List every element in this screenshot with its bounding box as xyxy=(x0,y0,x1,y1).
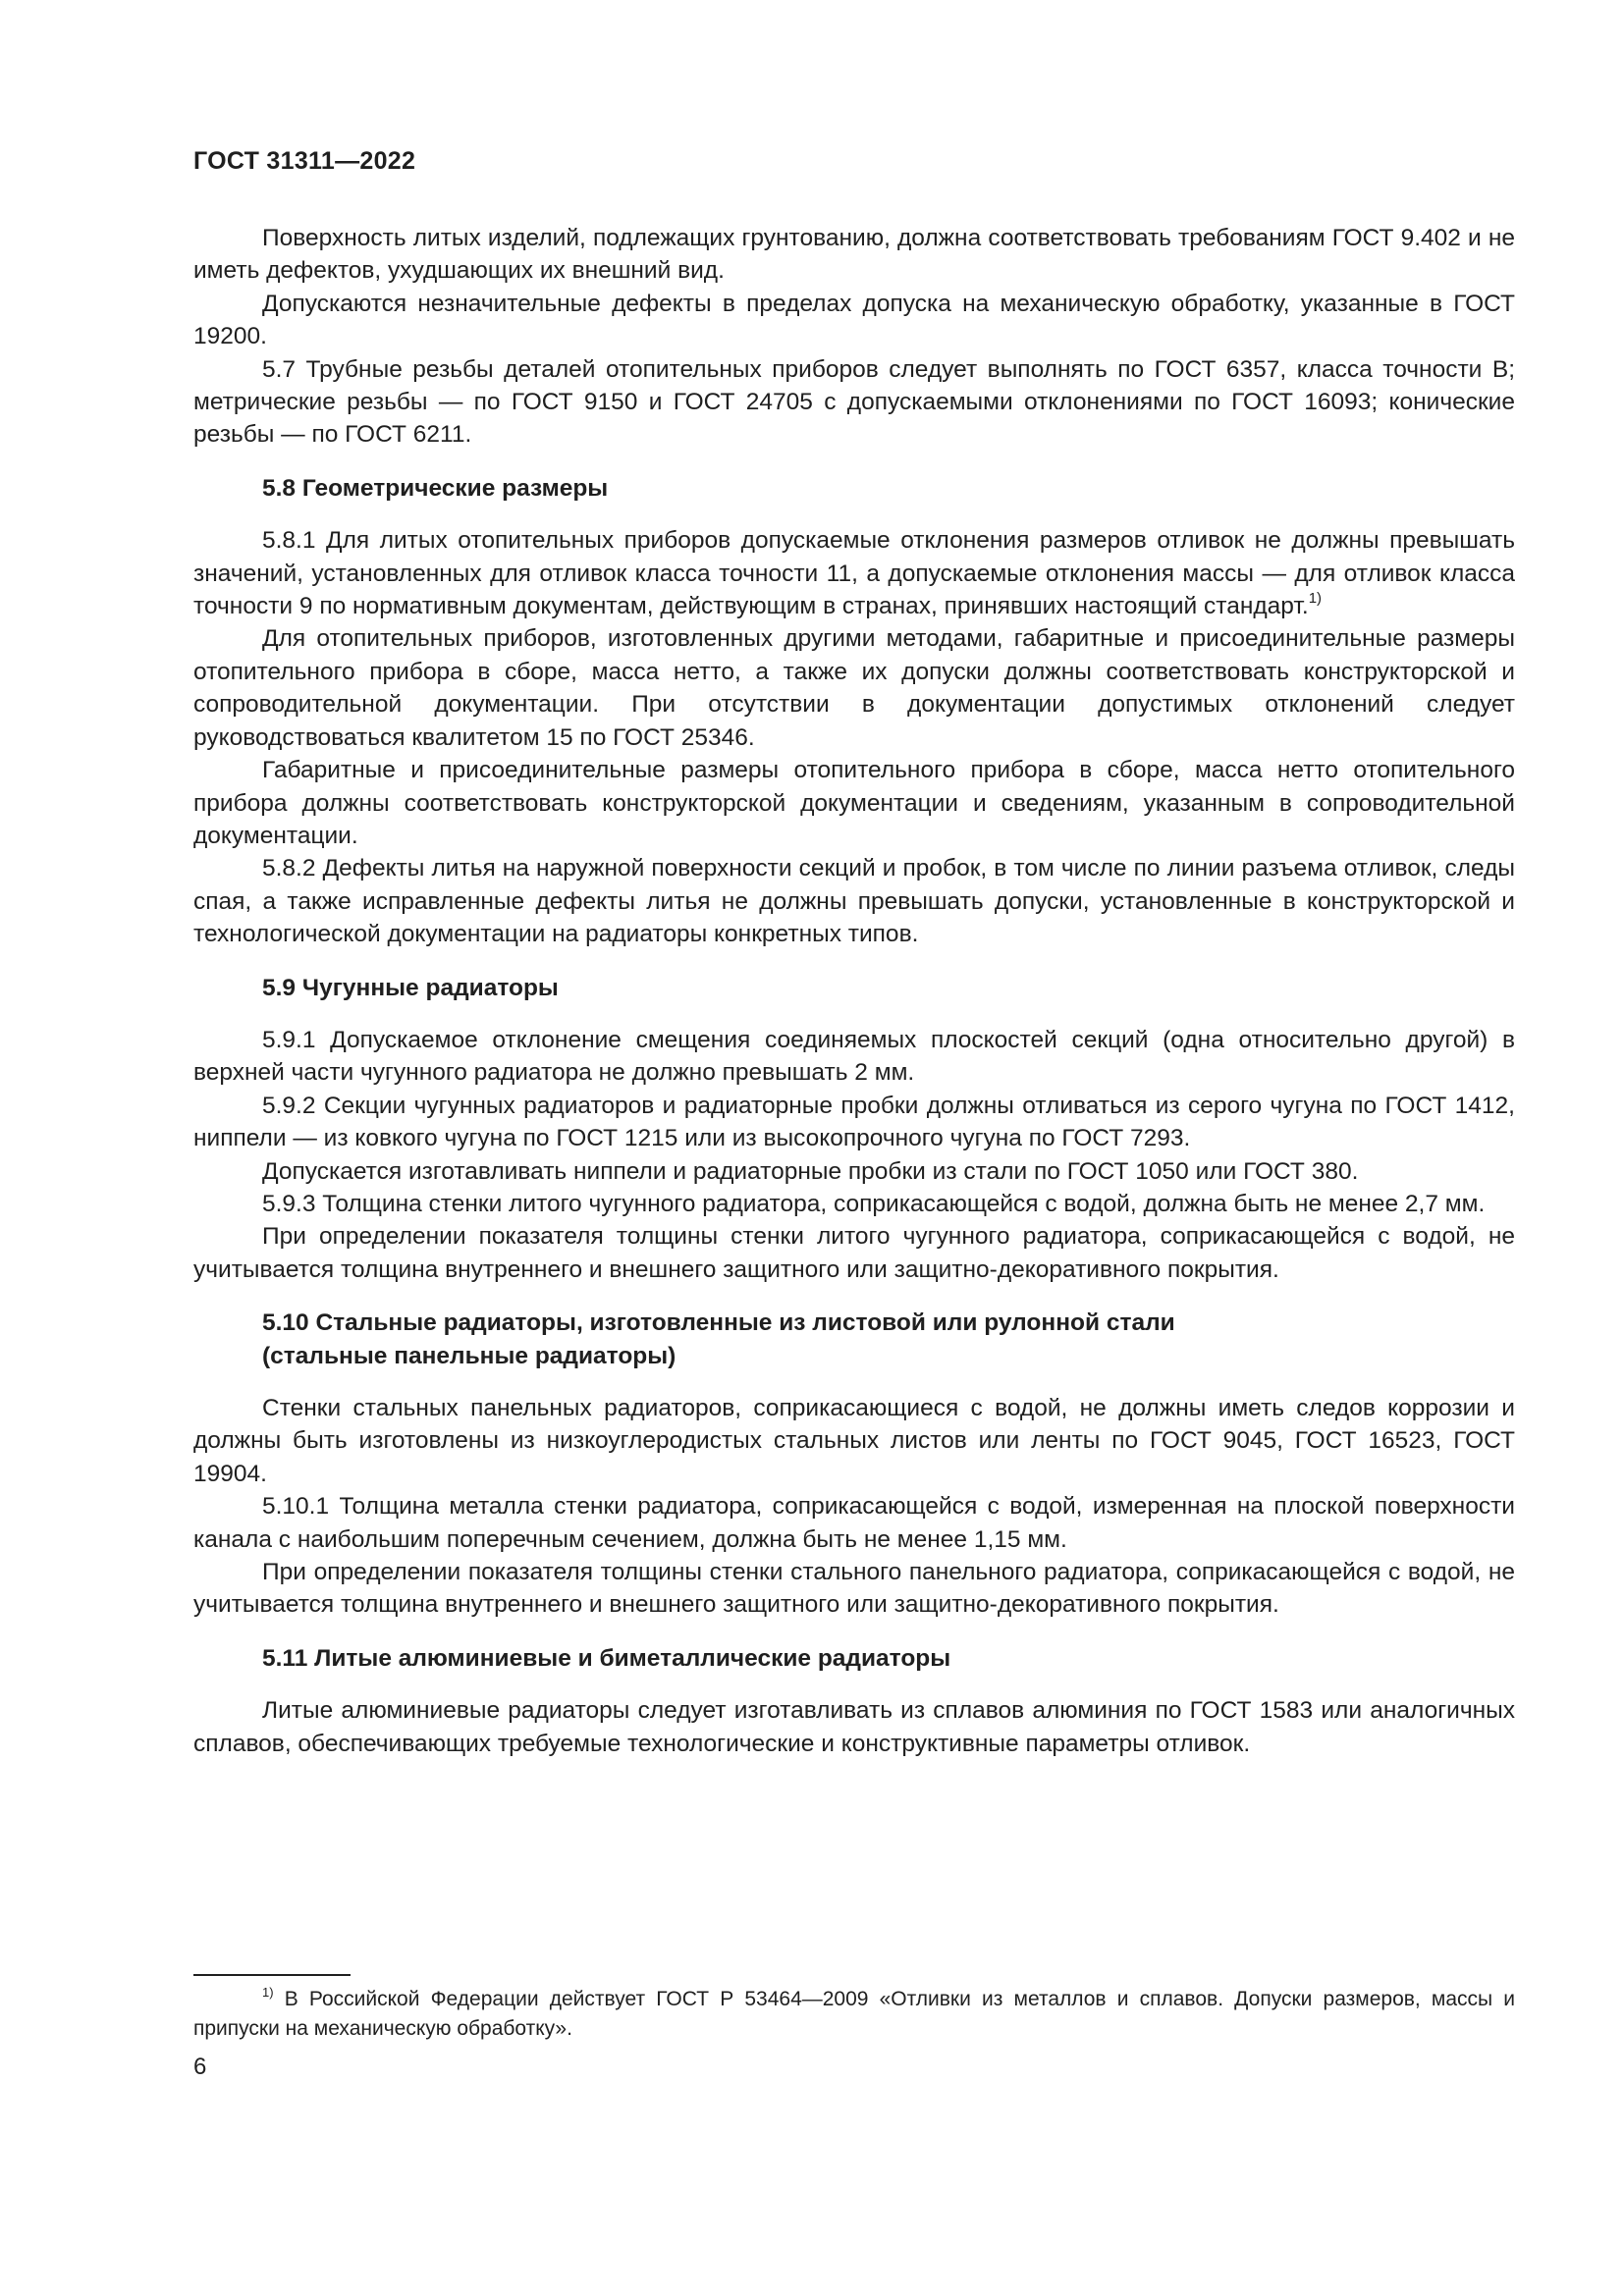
document-code-header: ГОСТ 31311—2022 xyxy=(193,147,416,175)
footnote-text: В Российской Федерации действует ГОСТ Р 53464—2009 «Отливки из металлов и сплавов. Допуски размеров, массы и припуски на механическую обработку». xyxy=(193,1988,1515,2040)
heading-5-9: 5.9 Чугунные радиаторы xyxy=(262,974,559,1001)
paragraph-5-9-2: 5.9.2 Секции чугунных радиаторов и радиаторные пробки должны отливаться из серого чугуна по ГОСТ 1412, ниппели — из ковкого чугуна по ГОСТ 1215 или из высокопрочного чугуна по ГОСТ 7293. xyxy=(193,1092,1515,1152)
footnote xyxy=(193,1985,1515,2044)
paragraph-5-8-1 xyxy=(193,524,1515,622)
paragraph-5-9-3: 5.9.3 Толщина стенки литого чугунного радиатора, соприкасающейся с водой, должна быть не менее 2,7 мм. xyxy=(262,1190,1486,1217)
footnote-marker: 1) xyxy=(262,1985,274,2000)
paragraph-5-10-1: 5.10.1 Толщина металла стенки радиатора, соприкасающейся с водой, измеренная на плоской поверхности канала с наибольшим поперечным сечением, должна быть не менее 1,15 мм. xyxy=(193,1493,1515,1553)
footnote-reference: 1) xyxy=(1308,590,1323,608)
footnote-paragraph xyxy=(193,1985,1515,2044)
paragraph-priming-surface: Поверхность литых изделий, подлежащих грунтованию, должна соответствовать требованиям ГОСТ 9.402 и не иметь дефектов, ухудшающих их внешний вид. xyxy=(193,225,1515,285)
heading-5-8: 5.8 Геометрические размеры xyxy=(262,474,609,502)
heading-5-11: 5.11 Литые алюминиевые и биметаллические радиаторы xyxy=(262,1644,951,1672)
paragraph-5-7: 5.7 Трубные резьбы деталей отопительных приборов следует выполнять по ГОСТ 6357, класса точности В; метрические резьбы — по ГОСТ 9150 и ГОСТ 24705 с допускаемыми отклонениями по ГОСТ 16093; конические резьбы — по ГОСТ 6211. xyxy=(193,355,1515,449)
paragraph-5-11: Литые алюминиевые радиаторы следует изготавливать из сплавов алюминия по ГОСТ 1583 или аналогичных сплавов, обеспечивающих требуемые технологические и конструктивные параметры отливок. xyxy=(193,1697,1515,1757)
heading-5-10-line-1: 5.10 Стальные радиаторы, изготовленные из листовой или рулонной стали xyxy=(262,1309,1175,1337)
page-body xyxy=(193,222,1515,1760)
paragraph-5-9-1: 5.9.1 Допускаемое отклонение смещения соединяемых плоскостей секций (одна относительно другой) в верхней части чугунного радиатора не должно превышать 2 мм. xyxy=(193,1026,1515,1087)
footnote-separator xyxy=(193,1974,351,1976)
paragraph-minor-defects: Допускаются незначительные дефекты в пределах допуска на механическую обработку, указанные в ГОСТ 19200. xyxy=(193,290,1515,350)
page-number: 6 xyxy=(193,2054,207,2080)
heading-5-10-line-2: (стальные панельные радиаторы) xyxy=(262,1342,677,1369)
paragraph-steel-coating: При определении показателя толщины стенки стального панельного радиатора, соприкасающейся с водой, не учитывается толщина внутреннего и внешнего защитного или защитно-декоративного покрытия. xyxy=(193,1559,1515,1619)
paragraph-other-methods: Для отопительных приборов, изготовленных другими методами, габаритные и присоединительные размеры отопительного прибора в сборе, масса нетто, а также их допуски должны соответствовать конструкторской и сопроводительной документации. При отсутствии в документации допустимых отклонений следует руководствоваться квалитетом 15 по ГОСТ 25346. xyxy=(193,625,1515,751)
paragraph-cast-iron-coating: При определении показателя толщины стенки литого чугунного радиатора, соприкасающейся с водой, не учитывается толщина внутреннего и внешнего защитного или защитно-декоративного покрытия. xyxy=(193,1223,1515,1283)
paragraph-5-8-1-text: 5.8.1 Для литых отопительных приборов допускаемые отклонения размеров отливок не должны превышать значений, установленных для отливок класса точности 11, а допускаемые отклонения массы — для отливок класса точности 9 по нормативным документам, действующим в странах, принявших настоящий стандарт. xyxy=(193,527,1515,620)
paragraph-nipples-steel: Допускается изготавливать ниппели и радиаторные пробки из стали по ГОСТ 1050 или ГОСТ 380. xyxy=(262,1157,1359,1185)
paragraph-overall-dimensions: Габаритные и присоединительные размеры отопительного прибора в сборе, масса нетто отопительного прибора должны соответствовать конструкторской документации и сведениям, указанным в сопроводительной документации. xyxy=(193,757,1515,849)
paragraph-5-8-2: 5.8.2 Дефекты литья на наружной поверхности секций и пробок, в том числе по линии разъема отливок, следы спая, а также исправленные дефекты литья не должны превышать допуски, установленные в конструкторской и технологической документации на радиаторы конкретных типов. xyxy=(193,855,1515,948)
paragraph-5-10: Стенки стальных панельных радиаторов, соприкасающиеся с водой, не должны иметь следов коррозии и должны быть изготовлены из низкоуглеродистых стальных листов или ленты по ГОСТ 9045, ГОСТ 16523, ГОСТ 19904. xyxy=(193,1395,1515,1487)
